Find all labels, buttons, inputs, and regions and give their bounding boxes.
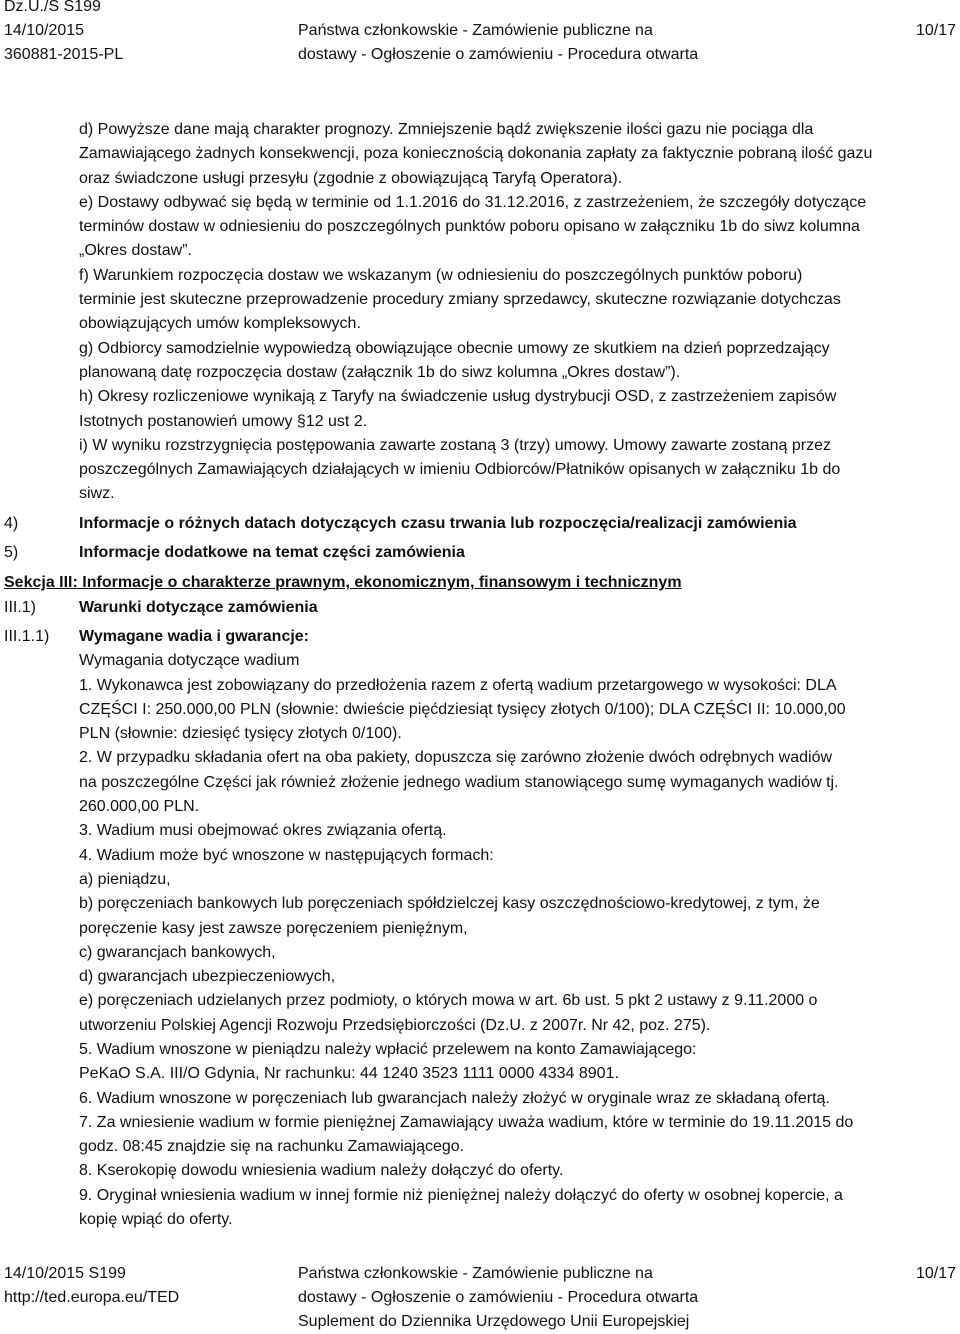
text-line: na poszczególne Części jak również złożenie jednego wadium stanowiącego sumę wymaganych wadiów tj. <box>79 773 839 791</box>
text-line: Zamawiającego żadnych konsekwencji, poza koniecznością dokonania zapłaty za faktycznie pobraną ilość gazu <box>79 145 873 163</box>
footer-url-link[interactable]: http://ted.europa.eu/TED <box>4 1289 180 1306</box>
section-iii-heading <box>0 571 960 595</box>
text-line: 7. Za wniesienie wadium w formie pieniężnej Zamawiający uważa wadium, które w terminie do 19.11.2015 do <box>79 1113 854 1131</box>
text-line: g) Odbiorcy samodzielnie wypowiedzą obowiązujące obecnie umowy ze skutkiem na dzień poprzedzający <box>79 339 830 357</box>
text-line: kopię wpiąć do oferty. <box>79 1211 233 1229</box>
text-line: 4. Wadium może być wnoszone w następujących formach: <box>79 846 494 864</box>
header-date: 14/10/2015 <box>4 22 85 39</box>
text-line: e) poręczeniach udzielanych przez podmioty, o których mowa w art. 6b ust. 5 pkt 2 ustawy z 9.11.2000 o <box>79 992 818 1010</box>
section-iii-1-title: Warunki dotyczące zamówienia <box>79 598 318 616</box>
header-title-line2: dostawy - Ogłoszenie o zamówieniu - Procedura otwarta <box>298 46 699 63</box>
section-4 <box>0 512 960 536</box>
paragraph-d <box>0 118 960 191</box>
text-line: obowiązujących umów kompleksowych. <box>79 315 361 333</box>
text-line: Wymagania dotyczące wadium <box>79 652 300 670</box>
text-line: utworzeniu Polskiej Agencji Rozwoju Przedsiębiorczości (Dz.U. z 2007r. Nr 42, poz. 275). <box>79 1016 711 1034</box>
header-title-line1: Państwa członkowskie - Zamówienie publiczne na <box>298 22 653 39</box>
text-line: 2. W przypadku składania ofert na oba pakiety, dopuszcza się zarówno złożenie dwóch odrębnych wadiów <box>79 749 833 767</box>
section-iii-1-number: III.1) <box>4 598 37 616</box>
paragraph-h <box>0 385 960 434</box>
text-line: e) Dostawy odbywać się będą w terminie od 1.1.2016 do 31.12.2016, z zastrzeżeniem, że szczegóły dotyczące <box>79 193 867 211</box>
section-iii-1 <box>0 596 960 620</box>
text-line: h) Okresy rozliczeniowe wynikają z Taryfy na świadczenie usług dystrybucji OSD, z zastrzeżeniem zapisów <box>79 388 837 406</box>
text-line: terminów dostaw w odniesieniu do poszczególnych punktów poboru opisano w załączniku 1b do siwz kolumna <box>79 218 860 236</box>
text-line: d) gwarancjach ubezpieczeniowych, <box>79 968 336 986</box>
text-line: c) gwarancjach bankowych, <box>79 943 276 961</box>
section-iii-title: Sekcja III: Informacje o charakterze prawnym, ekonomicznym, finansowym i technicznym <box>4 574 682 592</box>
text-line: Istotnych postanowień umowy §12 ust 2. <box>79 412 368 430</box>
text-line: a) pieniądzu, <box>79 870 171 888</box>
page-header <box>0 0 960 72</box>
section-4-title: Informacje o różnych datach dotyczących czasu trwania lub rozpoczęcia/realizacji zamówienia <box>79 514 797 532</box>
text-line: oraz świadczone usługi przesyłu (zgodnie z obowiązującą Taryfą Operatora). <box>79 169 623 187</box>
document-body <box>0 118 960 1232</box>
text-line: 8. Kserokopię dowodu wniesienia wadium należy dołączyć do oferty. <box>79 1162 564 1180</box>
paragraph-g <box>0 337 960 386</box>
section-iii-1-1-number: III.1.1) <box>4 627 50 645</box>
section-5-title: Informacje dodatkowe na temat części zamówienia <box>79 544 465 562</box>
text-line: planowaną datę rozpoczęcia dostaw (załącznik 1b do siwz kolumna „Okres dostaw”). <box>79 363 681 381</box>
text-line: PLN (słownie: dziesięć tysięcy złotych 0/100). <box>79 725 402 743</box>
text-line: 260.000,00 PLN. <box>79 798 200 816</box>
text-line: siwz. <box>79 485 115 503</box>
text-line: 1. Wykonawca jest zobowiązany do przedłożenia razem z ofertą wadium przetargowego w wysokości: DLA <box>79 676 837 694</box>
page-footer <box>0 1262 960 1334</box>
paragraph-e <box>0 191 960 264</box>
section-iii-1-1-title: Wymagane wadia i gwarancje: <box>79 627 310 645</box>
header-page-number: 10/17 <box>915 22 956 39</box>
text-line: poręczenie kasy jest zawsze poręczeniem pieniężnym, <box>79 919 468 937</box>
section-iii-1-1 <box>0 625 960 649</box>
footer-title-line2: dostawy - Ogłoszenie o zamówieniu - Procedura otwarta <box>298 1289 699 1306</box>
footer-page-number: 10/17 <box>915 1265 956 1282</box>
text-line: 6. Wadium wnoszone w poręczeniach lub gwarancjach należy złożyć w oryginale wraz ze składaną ofertą. <box>79 1089 830 1107</box>
section-4-number: 4) <box>4 514 19 532</box>
text-line: CZĘŚCI I: 250.000,00 PLN (słownie: dwieście pięćdziesiąt tysięcy złotych 0/100); DLA CZĘŚCI II: 10.000,00 <box>79 700 846 718</box>
text-line: PeKaO S.A. III/O Gdynia, Nr rachunku: 44 1240 3523 1111 0000 4334 8901. <box>79 1065 619 1083</box>
text-line: 3. Wadium musi obejmować okres związania ofertą. <box>79 822 447 840</box>
section-iii-1-1-content <box>0 649 960 1232</box>
paragraph-f <box>0 264 960 337</box>
text-line: poszczególnych Zamawiających działających w imieniu Odbiorców/Płatników opisanych w załączniku 1b do <box>79 461 841 479</box>
footer-date-ref: 14/10/2015 S199 <box>4 1265 126 1282</box>
text-line: i) W wyniku rozstrzygnięcia postępowania zawarte zostaną 3 (trzy) umowy. Umowy zawarte zostaną przez <box>79 436 831 454</box>
header-journal: Dz.U./S S199 <box>4 0 101 15</box>
text-line: d) Powyższe dane mają charakter prognozy. Zmniejszenie bądź zwiększenie ilości gazu nie pociąga dla <box>79 121 814 138</box>
footer-title-line1: Państwa członkowskie - Zamówienie publiczne na <box>298 1265 653 1282</box>
footer-supplement: Suplement do Dziennika Urzędowego Unii Europejskiej <box>298 1313 690 1330</box>
text-line: „Okres dostaw”. <box>79 242 192 260</box>
section-5 <box>0 541 960 565</box>
text-line: 5. Wadium wnoszone w pieniądzu należy wpłacić przelewem na konto Zamawiającego: <box>79 1040 697 1058</box>
text-line: b) poręczeniach bankowych lub poręczeniach spółdzielczej kasy oszczędnościowo-kredytowej, z tym, że <box>79 895 820 913</box>
text-line: godz. 08:45 znajdzie się na rachunku Zamawiającego. <box>79 1138 465 1156</box>
section-5-number: 5) <box>4 544 19 562</box>
text-line: 9. Oryginał wniesienia wadium w innej formie niż pieniężnej należy dołączyć do oferty w osobnej kopercie, a <box>79 1186 843 1204</box>
paragraph-i <box>0 434 960 507</box>
header-ref: 360881-2015-PL <box>4 46 124 63</box>
text-line: terminie jest skuteczne przeprowadzenie procedury zmiany sprzedawcy, skuteczne rozwiązanie dotychczas <box>79 291 841 309</box>
text-line: f) Warunkiem rozpoczęcia dostaw we wskazanym (w odniesieniu do poszczególnych punktów poboru) <box>79 266 803 284</box>
